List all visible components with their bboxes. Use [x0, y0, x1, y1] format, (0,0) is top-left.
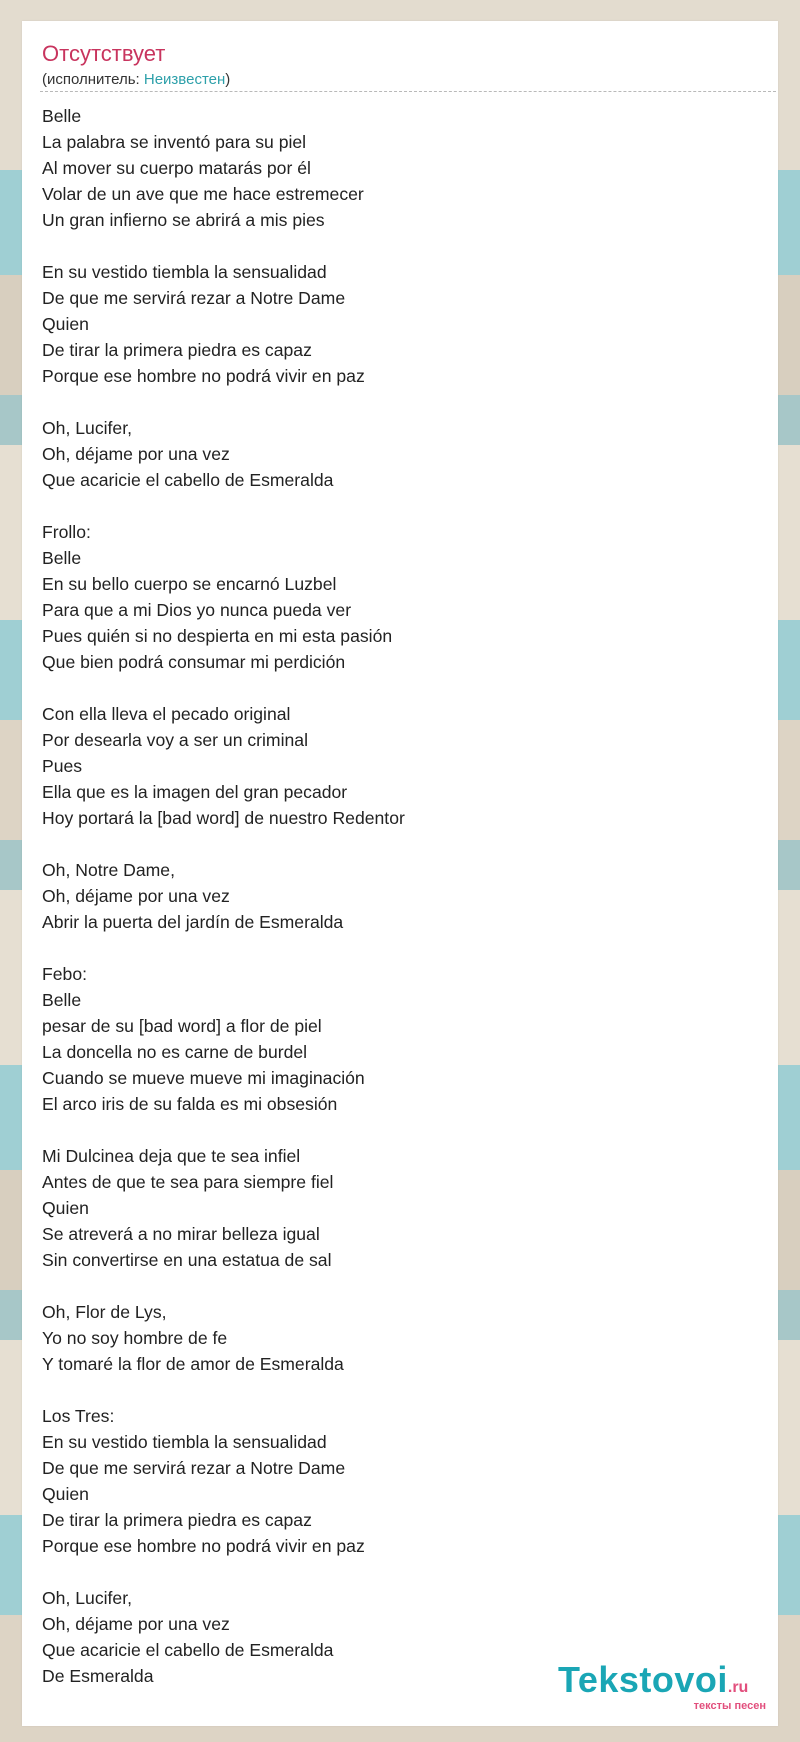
- lyrics-line: Oh, déjame por una vez: [42, 444, 230, 464]
- lyrics-line: Yo no soy hombre de fe: [42, 1328, 228, 1348]
- lyrics-line: Abrir la puerta del jardín de Esmeralda: [42, 912, 344, 932]
- lyrics-blank-line: [42, 1117, 405, 1143]
- lyrics-line: Oh, Flor de Lys,: [42, 1302, 167, 1322]
- lyrics-line: De que me servirá rezar a Notre Dame: [42, 1458, 346, 1478]
- lyrics-line: Pues quién si no despierta en mi esta pasión: [42, 626, 393, 646]
- lyrics-line: Por desearla voy a ser un criminal: [42, 730, 308, 750]
- lyrics-line: En su vestido tiembla la sensualidad: [42, 1432, 327, 1452]
- lyrics-blank-line: [42, 935, 405, 961]
- lyrics-line: Sin convertirse en una estatua de sal: [42, 1250, 332, 1270]
- lyrics-card: [22, 21, 778, 1726]
- logo-tagline: тексты песен: [693, 1700, 766, 1712]
- lyrics-line: El arco iris de su falda es mi obsesión: [42, 1094, 338, 1114]
- lyrics-line: Mi Dulcinea deja que te sea infiel: [42, 1146, 301, 1166]
- lyrics-blank-line: [42, 1273, 405, 1299]
- lyrics-line: Antes de que te sea para siempre fiel: [42, 1172, 334, 1192]
- lyrics-blank-line: [42, 493, 405, 519]
- lyrics-line: Que acaricie el cabello de Esmeralda: [42, 470, 334, 490]
- logo-domain-suffix: .ru: [727, 1679, 749, 1696]
- lyrics-blank-line: [42, 1377, 405, 1403]
- lyrics-line: Oh, Notre Dame,: [42, 860, 175, 880]
- lyrics-line: Para que a mi Dios yo nunca pueda ver: [42, 600, 352, 620]
- lyrics-line: En su bello cuerpo se encarnó Luzbel: [42, 574, 337, 594]
- logo-main-text: Tekstovoi: [558, 1659, 728, 1700]
- lyrics-blank-line: [42, 233, 405, 259]
- lyrics-line: Con ella lleva el pecado original: [42, 704, 291, 724]
- performer-link[interactable]: Неизвестен: [143, 71, 226, 88]
- lyrics-line: Quien: [42, 1198, 89, 1218]
- lyrics-line: pesar de su [bad word] a flor de piel: [42, 1016, 322, 1036]
- lyrics-line: Oh, Lucifer,: [42, 1588, 132, 1608]
- lyrics-line: Oh, déjame por una vez: [42, 1614, 230, 1634]
- site-logo[interactable]: [558, 1660, 770, 1716]
- lyrics-line: La palabra se inventó para su piel: [42, 132, 307, 152]
- lyrics-line: Belle: [42, 106, 82, 126]
- lyrics-blank-line: [42, 1559, 405, 1585]
- lyrics-line: Belle: [42, 548, 82, 568]
- lyrics-line: Que acaricie el cabello de Esmeralda: [42, 1640, 334, 1660]
- lyrics-line: Volar de un ave que me hace estremecer: [42, 184, 364, 204]
- lyrics-blank-line: [42, 831, 405, 857]
- lyrics-line: Al mover su cuerpo matarás por él: [42, 158, 311, 178]
- lyrics-line: De tirar la primera piedra es capaz: [42, 1510, 312, 1530]
- lyrics-line: Oh, Lucifer,: [42, 418, 132, 438]
- lyrics-line: Hoy portará la [bad word] de nuestro Redentor: [42, 808, 405, 828]
- header-divider: [40, 91, 776, 92]
- lyrics-line: En su vestido tiembla la sensualidad: [42, 262, 327, 282]
- performer-suffix: ): [225, 71, 231, 88]
- lyrics-line: De tirar la primera piedra es capaz: [42, 340, 312, 360]
- lyrics-line: Belle: [42, 990, 82, 1010]
- lyrics-line: Febo:: [42, 964, 87, 984]
- lyrics-line: Cuando se mueve mueve mi imaginación: [42, 1068, 365, 1088]
- song-title: Отсутствует: [42, 41, 166, 66]
- lyrics-line: Pues: [42, 756, 83, 776]
- lyrics-line: Se atreverá a no mirar belleza igual: [42, 1224, 320, 1244]
- lyrics-line: Quien: [42, 1484, 89, 1504]
- lyrics-line: De Esmeralda: [42, 1666, 154, 1686]
- lyrics-line: Ella que es la imagen del gran pecador: [42, 782, 348, 802]
- lyrics-line: Y tomaré la flor de amor de Esmeralda: [42, 1354, 344, 1374]
- lyrics-line: De que me servirá rezar a Notre Dame: [42, 288, 346, 308]
- lyrics-line: Frollo:: [42, 522, 91, 542]
- lyrics-line: Oh, déjame por una vez: [42, 886, 230, 906]
- performer-line: [42, 71, 230, 89]
- lyrics-line: Que bien podrá consumar mi perdición: [42, 652, 346, 672]
- lyrics-line: Los Tres:: [42, 1406, 115, 1426]
- lyrics-blank-line: [42, 389, 405, 415]
- lyrics-line: Porque ese hombre no podrá vivir en paz: [42, 366, 365, 386]
- lyrics-blank-line: [42, 675, 405, 701]
- lyrics-line: La doncella no es carne de burdel: [42, 1042, 308, 1062]
- lyrics-line: Un gran infierno se abrirá a mis pies: [42, 210, 325, 230]
- performer-prefix: (исполнитель:: [42, 71, 144, 88]
- lyrics-text: [42, 103, 405, 1689]
- lyrics-line: Porque ese hombre no podrá vivir en paz: [42, 1536, 365, 1556]
- lyrics-line: Quien: [42, 314, 89, 334]
